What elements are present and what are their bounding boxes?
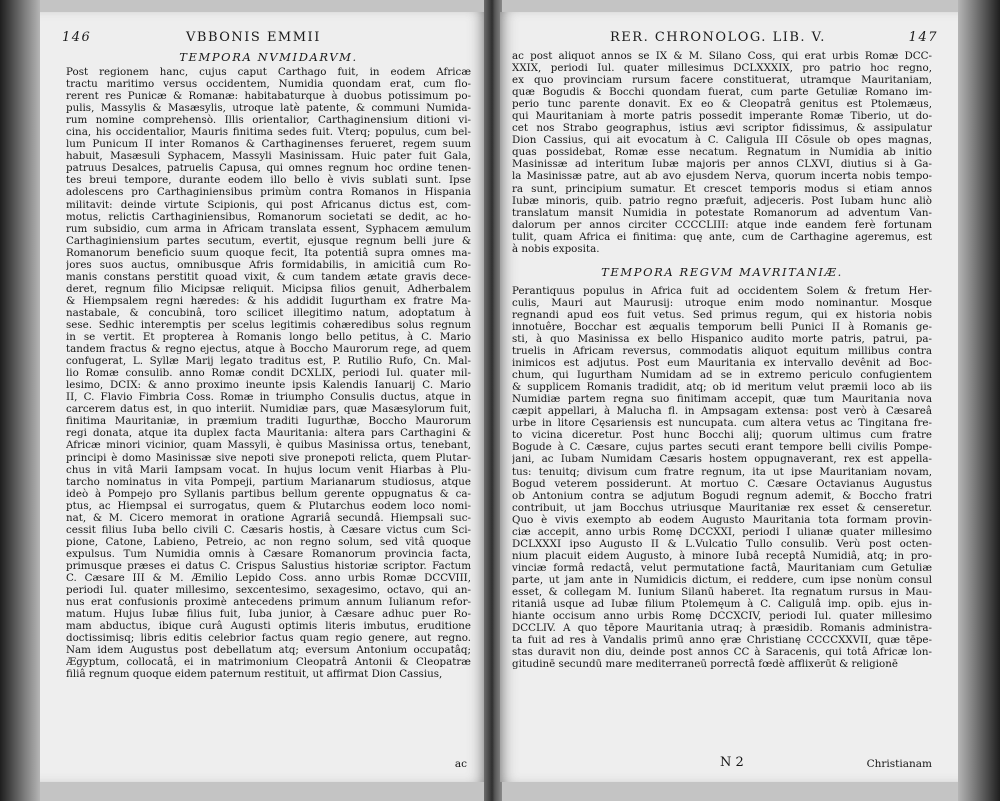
- left-page: [40, 12, 485, 782]
- text-line: primusque præses ei datus C. Crispus Salustius historiæ scriptor. Factum: [66, 559, 471, 572]
- text-line: jani, ac Iubam Numidam Cæsaris hostem oppugnaverant, rex est appella-: [512, 453, 932, 466]
- text-line: DCCLIV. A quo tēpore Mauritania utraq; à præsidib. Romanis administra-: [512, 622, 932, 635]
- text-line: rum nomine comprehensò. Illis orientalior, Carthaginensium ditioni vi-: [66, 114, 471, 127]
- text-line: Numidiæ partem regna suo finitimam accepit, quæ tum Mauritania nova: [512, 393, 932, 406]
- text-line: urbe in litore Cęsariensis est nuncupata. cum altera vetus ac Tingitana fre-: [512, 417, 932, 430]
- text-line: nat, & M. Cicero memorat in oratione Agrariâ secundâ. Hiempsali suc-: [66, 511, 471, 524]
- text-line: ex quo provinciam rursum facere constituerat, utramque Mauritaniam,: [512, 74, 932, 87]
- text-line: chus in vitâ Marii Iampsam vocat. In hujus locum venit Hiarbas à Plu-: [66, 463, 471, 476]
- text-line: Bogude à C. Cæsare, cujus partes secuti erant tempore belli civilis Pompe-: [512, 441, 932, 454]
- text-line: Africæ minori vicinior, quam Massyli, è quibus Masinissa ortus, tenebant,: [66, 439, 471, 452]
- text-line: ra sunt, principium sumatur. Et crescet temporis modus si etiam annos: [512, 182, 932, 195]
- text-line: nus erat confusionis proximè antecedens primum annum Iulianum refor-: [66, 596, 471, 609]
- text-line: esset, & collegam M. Iunium Silanū haberet. Ita regnatum rursus in Mau-: [512, 585, 932, 598]
- text-line: Perantiquus populus in Africa fuit ad occidentem Solem & fretum Her-: [512, 284, 932, 297]
- text-line: regnandi apud eos fuit vetus. Sed primus regum, qui ex historia nobis: [512, 308, 932, 321]
- text-line: tulit, quam Africa ei finitima: quę ante, cum de Carthagine ageremus, est: [512, 230, 932, 243]
- text-line: doctissimisq; libris editis celebrior factus quam regio genere, aut regno.: [66, 632, 471, 645]
- text-line: adolescens pro Carthaginiensibus primùm contra Romanos in Hispania: [66, 186, 471, 199]
- text-line: tarcho nominatus in vita Pompeji, partium Marianarum studiosus, atque: [66, 475, 471, 488]
- left-page-number: 146: [62, 30, 92, 45]
- text-line: Carthaginiensium partes secutum, evertit, ejusque regnum belli jure &: [66, 234, 471, 247]
- text-line: tus: tenuitq; divisum cum fratre regnum, ita ut ipse Mauritaniam novam,: [512, 465, 932, 478]
- text-line: ta fuit ad res à Vandalis primū anno ęræ Christianę CCCCXXVII, quæ tēpe-: [512, 634, 932, 647]
- left-body-text: [66, 66, 471, 680]
- text-line: innotuêre, Bocchar est æqualis temporum belli Punici II à Romanis ge-: [512, 320, 932, 333]
- text-line: Ægyptum, collocatâ, ei in matrimonium Cleopatrâ Antonii & Cleopatræ: [66, 656, 471, 669]
- text-line: DCLXXXI ipso Augusto II & L.Vulcatio Tullo consulib. Verù post octen-: [512, 537, 932, 550]
- text-line: dalorum per annos circiter CCCCLIII: atque inde eandem ferè fortunam: [512, 218, 932, 231]
- text-line: II, C. Flavio Fimbria Coss. Romæ in triumpho Consulis ductus, atque in: [66, 391, 471, 404]
- right-page-number: 147: [908, 30, 938, 45]
- text-line: motus, relictis Carthaginiensibus, Romanorum societati se dedit, ac ho-: [66, 210, 471, 223]
- text-line: truelis in Africam reversus, commodatis aliquot equitum millibus contra: [512, 345, 932, 358]
- left-catchword: ac: [454, 758, 467, 770]
- text-line: & supplicem Romanis tradidit, atq; ob id meritum velut præmii loco ab iis: [512, 381, 932, 394]
- text-line: chum, qui Iugurtham Numidam ad se in extremo periculo confugientem: [512, 369, 932, 382]
- text-line: habuit, Masæsuli Syphacem, Massyli Masinissam. Huic pater fuit Gala,: [66, 150, 471, 163]
- text-line: Post regionem hanc, cujus caput Carthago fuit, in eodem Africæ: [66, 66, 471, 78]
- right-body-text-top: [512, 50, 932, 255]
- text-line: ob Antonium contra se adjutum Bogudi regnum ademit, & Boccho fratri: [512, 489, 932, 502]
- text-line: qui Mauritaniam à morte patris possedit imperante Romæ Tiberio, ut do-: [512, 110, 932, 123]
- text-line: regi donata, atque ita duplex facta Mauritania: altera pars Carthagini &: [66, 427, 471, 440]
- text-line: pulis, Massylis & Masæsylis, utroque latè patente, & communi Numida-: [66, 102, 471, 115]
- text-line: ciæ accepit, anno urbis Romę DCCXXI, periodi I ulianæ quater millesimo: [512, 525, 932, 538]
- text-line: tractu maritimo versus occidentem, Numidia quondam erat, cum flo-: [66, 78, 471, 91]
- text-line: ritaniâ usque ad Iubæ filium Ptolemęum à C. Caligulâ imp. opib. ejus in-: [512, 598, 932, 611]
- text-line: C. Cæsare III & M. Æmilio Lepido Coss. anno urbis Romæ DCCVIII,: [66, 571, 471, 584]
- text-line: nium placuit eidem Augusto, à minore Iubâ receptâ Numidiâ, atq; in pro-: [512, 549, 932, 562]
- text-line: principi è domo Masinissæ sive nepoti sive pronepoti relicta, quem Plutar-: [66, 451, 471, 464]
- text-line: quas possidebat, Romæ esse necatum. Regnatum in Numidia ab initio: [512, 146, 932, 159]
- text-line: lum Punicum II inter Romanos & Carthaginenses ferueret, regem suum: [66, 138, 471, 151]
- text-line: pione, Catone, Labieno, Petreio, ac non regno solum, sed vitâ quoque: [66, 535, 471, 548]
- text-line: matum. Hujus Iubæ filius fuit, Iuba junior, à Cæsare adhuc puer Ro-: [66, 608, 471, 621]
- text-line: XXIX, periodi Iul. quater millesimus DCLXXXIX, pro patrio hoc regno,: [512, 62, 932, 75]
- text-line: in se vertit. Et propterea à Romanis longo bello petitus, à C. Mario: [66, 331, 471, 344]
- text-line: manis constans perstitit quoad vixit, & cum tandem ætate gravis dece-: [66, 270, 471, 283]
- text-line: lesimo, DCIX: & anno proximo ineunte ipsis Kalendis Ianuarij C. Mario: [66, 379, 471, 392]
- text-line: cessit filius Iuba bello civili C. Cæsaris hostis, à Cæsare victus cum Sci-: [66, 523, 471, 536]
- text-line: sese. Sedhic interemptis per scelus legitimis cohæredibus solus regnum: [66, 318, 471, 331]
- text-line: tes breui tempore, durante eodem illo bello è vivis sublati sunt. Ipse: [66, 174, 471, 187]
- text-line: translatum mansit Numidia in potestate Romanorum ad adventum Van-: [512, 206, 932, 219]
- text-line: culis, Mauri aut Maurusij: utroque enim modo nominantur. Mosque: [512, 296, 932, 309]
- text-line: ptus, ac Hiempsal ei surrogatus, quem & Plutarchus eodem loco nomi-: [66, 499, 471, 512]
- text-line: sti, à quo Masinissa ex bello Hispanico audito morte patris, patrui, pa-: [512, 332, 932, 345]
- text-line: Bogud veterem possiderunt. At mortuo C. Cæsare Octavianus Augustus: [512, 477, 932, 490]
- right-running-title: RER. CHRONOLOG. LIB. V.: [610, 30, 826, 45]
- text-line: Quo è vivis exempto ab eodem Augusto Mauritania tota formam provin-: [512, 513, 932, 526]
- text-line: perio tunc parente donavit. Ex eo & Cleopatrâ genitus est Ptolemæus,: [512, 98, 932, 111]
- text-line: ideò à Pompejo pro Syllanis partibus bellum gerente oppugnatus & ca-: [66, 487, 471, 500]
- text-line: Masinissæ ad interitum Iubæ majoris per annos CLXVI, diutius si à Ga-: [512, 158, 932, 171]
- text-line: rerent res Punicæ & Romanæ: habitabaturque à duobus potissimum po-: [66, 90, 471, 103]
- text-line: periodi Iul. quater millesimo, sexcentesimo, sexagesimo, octavo, qui an-: [66, 584, 471, 597]
- signature-mark: N 2: [720, 755, 744, 770]
- text-line: gitudinē secundū mare mediterraneū porrectâ fœdè afflixerūt & religionē: [512, 658, 898, 671]
- right-body-text-bottom: [512, 285, 932, 671]
- text-line: to vicina diceretur. Post hunc Bocchi alij; quorum ultimus cum fratre: [512, 429, 932, 442]
- text-line: cina, his occidentalior, Mauris finitima sedes fuit. Vterq; populus, cum bel-: [66, 126, 471, 139]
- text-line: patruus Desalces, patruelis Capusa, qui omnes regnum hoc ordine tenen-: [66, 162, 471, 175]
- text-line: à nobis exposita.: [512, 242, 600, 255]
- text-line: finitima Mauritaniæ, in præmium traditi Iugurthæ, Boccho Maurorum: [66, 415, 471, 428]
- text-line: mam abductus, ibique curâ Augusti optimis literis imbutus, eruditione: [66, 620, 471, 633]
- text-line: contribuit, ut jam Bocchus utriusque Mauritaniæ rex esset & censeretur.: [512, 501, 932, 514]
- right-running-header: [512, 30, 938, 50]
- text-line: cet nos Strabo geographus, istius ævi scriptor fidissimus, & assipulatur: [512, 122, 932, 135]
- text-line: carcerem datus est, in quo interiit. Numidiæ pars, quæ Masæsylorum fuit,: [66, 403, 471, 416]
- text-line: hiante occisum anno urbis Romę DCCXCIV, periodi Iul. quater millesimo: [512, 610, 932, 623]
- text-line: quæ Bogudis & Bocchi quondam fuerat, cum parte Getuliæ Romano im-: [512, 86, 932, 99]
- text-line: Romanorum beneficio suum quoque fecit, Ita potentiâ supra omnes ma-: [66, 246, 471, 259]
- left-running-header: [62, 30, 471, 50]
- text-line: jores suos auctus, omnibusque Afris formidabilis, in amicitiâ cum Ro-: [66, 258, 471, 271]
- text-line: lio Romæ consulib. anno Romæ condit DCXLIX, periodi Iul. quater mil-: [66, 367, 471, 380]
- right-book-edge: [958, 0, 1000, 801]
- text-line: cæpit appellari, à Malucha fl. in Ampsagam extensa: post verò à Cæsareâ: [512, 405, 932, 418]
- text-line: expulsus. Tum Numidia omnis à Cæsare Romanorum provincia facta,: [66, 547, 471, 560]
- text-line: deret, regnum filio Micipsæ reliquit. Micipsa filios genuit, Adherbalem: [66, 282, 471, 295]
- section-heading-numidarum: TEMPORA NVMIDARVM.: [179, 50, 358, 64]
- text-line: Dion Cassius, qui ait evocatum à C. Caligula III Cõsule ob opes magnas,: [512, 134, 932, 147]
- section-heading-mauritaniae: TEMPORA REGVM MAVRITANIÆ.: [601, 264, 843, 279]
- right-page: [500, 12, 958, 782]
- left-book-edge: [0, 0, 40, 801]
- text-line: Nam idem Augustus post debellatum atq; eversum Antonium occupatâq;: [66, 644, 471, 657]
- text-line: vinciæ formâ redactâ, velut permutatione factâ, Mauritaniam cum Getuliæ: [512, 561, 932, 574]
- right-catchword: Christianam: [866, 758, 932, 770]
- text-line: & Hiempsalem regni hæredes: & his addidit Iugurtham ex fratre Ma-: [66, 294, 471, 307]
- text-line: nastabale, & concubinâ, toro scilicet illegitimo natum, adoptatum à: [66, 306, 471, 319]
- text-line: parte, ut jam ante in Numidicis dictum, ei reddere, cum ipse nonùm consul: [512, 573, 932, 586]
- left-running-title: VBBONIS EMMII: [186, 30, 321, 45]
- text-line: filiâ regnum quoque eidem paternum restituit, ut affirmat Dion Cassius,: [66, 668, 443, 681]
- text-line: confugerat, L. Syllæ Marij legato traditus est, P. Rutilio Rufo, Cn. Mal-: [66, 355, 471, 368]
- text-line: ac post aliquot annos se IX & M. Silano Coss, qui erat urbis Romæ DCC-: [512, 50, 932, 62]
- text-line: la Masinissæ patre, aut ab avo ejusdem Nerva, quorum incerta nobis tempo-: [512, 170, 932, 183]
- text-line: Iubæ minoris, quib. patrio regno præfuit, adjeceris. Post Iubam hunc aliò: [512, 194, 932, 207]
- text-line: rum subsidio, cum arma in Africam translata essent, Syphacem æmulum: [66, 222, 471, 235]
- text-line: inimicos est adjutus. Post eum Mauritania ex intervallo devênit ad Boc-: [512, 357, 932, 370]
- text-line: stas duravit non diu, deinde post annos CC à Saracenis, qui totâ Africæ lon-: [512, 646, 932, 659]
- text-line: tandem fractus & regno ejectus, atque à Boccho Maurorum rege, ad quem: [66, 343, 471, 356]
- text-line: militavit: deinde virtute Scipionis, qui post Africanus dictus est, com-: [66, 198, 471, 211]
